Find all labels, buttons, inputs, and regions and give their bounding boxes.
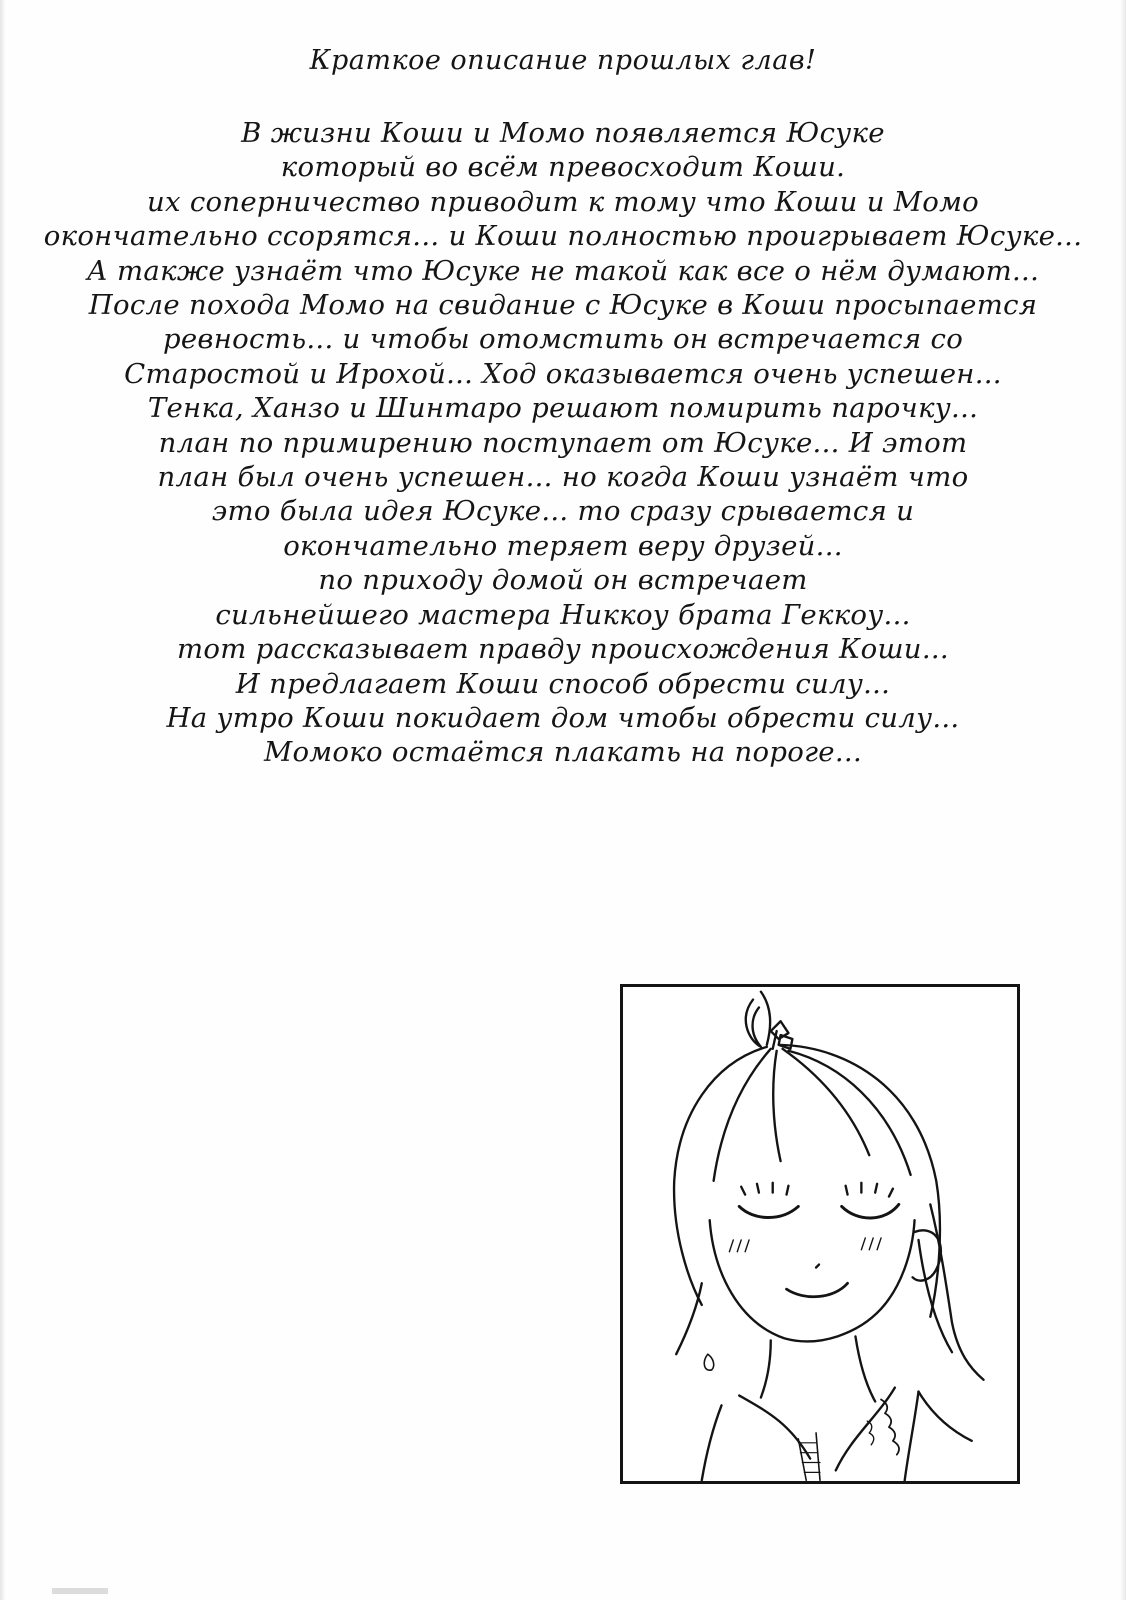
- summary-line: А также узнаёт что Юсуке не такой как все о нём думают...: [86, 254, 1040, 287]
- summary-line: окончательно ссорятся... и Коши полностью проигрывает Юсуке...: [43, 220, 1083, 253]
- summary-line: И предлагает Коши способ обрести силу...: [235, 667, 891, 700]
- summary-line: окончательно теряет веру друзей...: [283, 529, 843, 562]
- summary-line: В жизни Коши и Момо появляется Юсуке: [241, 117, 885, 149]
- summary-line: Тенка, Ханзо и Шинтаро решают помирить парочку...: [147, 392, 979, 425]
- summary-line: их соперничество приводит к тому что Коши и Момо: [146, 185, 980, 218]
- scan-edge-left: [0, 0, 6, 1600]
- scan-mark: [52, 1588, 108, 1594]
- summary-line: Старостой и Ирохой... Ход оказывается очень успешен...: [124, 357, 1002, 390]
- summary-line: Момоко остаётся плакать на пороге...: [263, 736, 863, 769]
- summary-text: [20, 116, 1106, 770]
- scan-edge-right: [1120, 0, 1126, 1600]
- girl-portrait-illustration: [623, 987, 1017, 1481]
- summary-line: После похода Момо на свидание с Юсуке в Коши просыпается: [88, 289, 1038, 322]
- summary-line: по приходу домой он встречает: [318, 564, 808, 597]
- summary-line: план был очень успешен... но когда Коши узнаёт что: [157, 461, 969, 494]
- summary-line: сильнейшего мастера Никкоу брата Геккоу...: [215, 598, 911, 631]
- summary-line: тот рассказывает правду происхождения Коши...: [177, 633, 949, 666]
- summary-title: Краткое описание прошлых глав!: [309, 45, 817, 76]
- summary-line: план по примирению поступает от Юсуке... И этот: [158, 426, 968, 459]
- illustration-panel: [620, 984, 1020, 1484]
- summary-line: ревность... и чтобы отомстить он встречается со: [162, 323, 964, 356]
- summary-line: это была идея Юсуке... то сразу срывается и: [211, 495, 915, 528]
- summary-line: На утро Коши покидает дом чтобы обрести силу...: [166, 701, 960, 734]
- summary-line: который во всём превосходит Коши.: [280, 151, 846, 184]
